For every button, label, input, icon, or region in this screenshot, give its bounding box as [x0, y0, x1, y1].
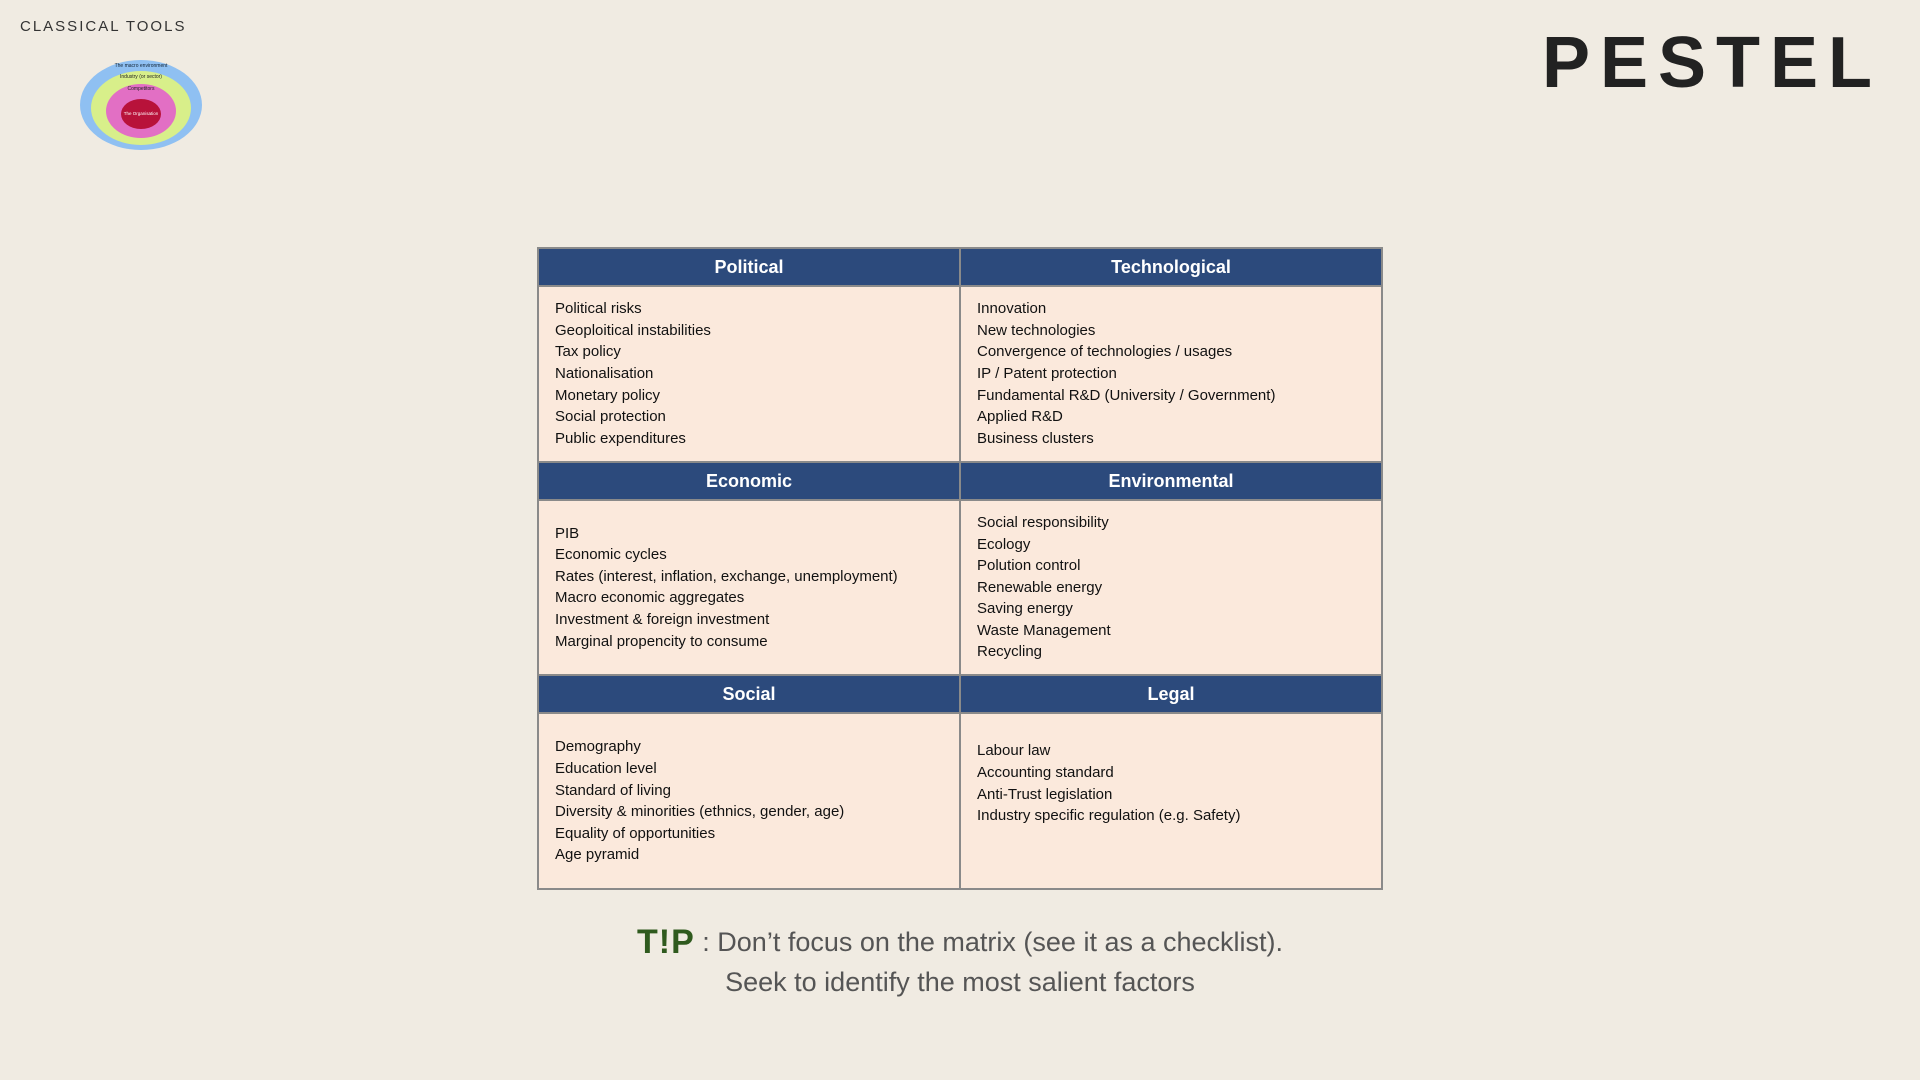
- cell-environmental: [961, 463, 1381, 675]
- list-item: Tax policy: [555, 343, 621, 361]
- list-item: Equality of opportunities: [555, 824, 716, 842]
- tip-text-2: Seek to identify the most salient factors: [725, 967, 1195, 997]
- cell-header: Environmental: [961, 463, 1381, 501]
- cell-body: [961, 501, 1381, 675]
- list-item: Political risks: [555, 300, 642, 318]
- list-item: IP / Patent protection: [977, 365, 1117, 383]
- list-item: Labour law: [977, 742, 1051, 760]
- list-item: Recycling: [977, 643, 1043, 661]
- list-item: Age pyramid: [555, 846, 640, 864]
- list-item: Education level: [555, 759, 657, 777]
- list-item: Geoploitical instabilities: [555, 321, 711, 339]
- cell-header: Legal: [961, 676, 1381, 714]
- list-item: Social responsibility: [977, 513, 1109, 531]
- list-item: Macro economic aggregates: [555, 589, 745, 607]
- cell-body: [539, 287, 959, 461]
- logo-label-macro: The macro environment: [114, 63, 168, 69]
- list-item: Waste Management: [977, 621, 1111, 639]
- list-item: Business clusters: [977, 429, 1094, 447]
- pestel-matrix: [537, 247, 1383, 890]
- list-item: Social protection: [555, 408, 666, 426]
- list-item: Innovation: [977, 300, 1047, 318]
- list-item: Renewable energy: [977, 578, 1103, 596]
- list-item: New technologies: [977, 321, 1096, 339]
- cell-body: [539, 501, 959, 675]
- cell-header: Social: [539, 676, 959, 714]
- environment-layers-logo: [78, 58, 204, 152]
- cell-header: Political: [539, 249, 959, 287]
- tip-note: [0, 922, 1920, 1002]
- list-item: Marginal propencity to consume: [555, 632, 768, 650]
- list-item: Accounting standard: [977, 763, 1114, 781]
- list-item: Anti-Trust legislation: [977, 785, 1113, 803]
- logo-label-industry: Industry (or sector): [120, 74, 162, 80]
- cell-economic: [539, 463, 959, 675]
- list-item: Rates (interest, inflation, exchange, unemployment): [555, 567, 898, 585]
- tip-text-1: : Don’t focus on the matrix (see it as a checklist).: [702, 927, 1284, 957]
- list-item: Monetary policy: [555, 386, 661, 404]
- logo-label-competitors: Competitors: [127, 86, 155, 92]
- cell-technological: [961, 249, 1381, 461]
- list-item: Industry specific regulation (e.g. Safety): [977, 807, 1241, 825]
- cell-political: [539, 249, 959, 461]
- list-item: PIB: [555, 524, 580, 542]
- cell-body: [961, 714, 1381, 888]
- list-item: Fundamental R&D (University / Government): [977, 386, 1276, 404]
- list-item: Polution control: [977, 557, 1081, 575]
- list-item: Nationalisation: [555, 365, 654, 383]
- list-item: Demography: [555, 738, 641, 756]
- list-item: Investment & foreign investment: [555, 611, 770, 629]
- list-item: Saving energy: [977, 600, 1073, 618]
- list-item: Standard of living: [555, 781, 671, 799]
- list-item: Diversity & minorities (ethnics, gender, age): [555, 803, 845, 821]
- list-item: Convergence of technologies / usages: [977, 343, 1233, 361]
- cell-legal: [961, 676, 1381, 888]
- page-title: PESTEL: [1541, 23, 1882, 103]
- cell-header: Technological: [961, 249, 1381, 287]
- logo-label-organisation: The Organisation: [123, 111, 159, 116]
- list-item: Public expenditures: [555, 429, 686, 447]
- cell-body: [539, 714, 959, 888]
- section-label: CLASSICAL TOOLS: [20, 18, 187, 35]
- list-item: Applied R&D: [977, 408, 1063, 426]
- cell-body: [961, 287, 1381, 461]
- list-item: Economic cycles: [555, 546, 667, 564]
- cell-social: [539, 676, 959, 888]
- list-item: Ecology: [977, 535, 1031, 553]
- cell-header: Economic: [539, 463, 959, 501]
- tip-line-1: [0, 922, 1920, 962]
- tip-icon: T!P: [636, 923, 695, 961]
